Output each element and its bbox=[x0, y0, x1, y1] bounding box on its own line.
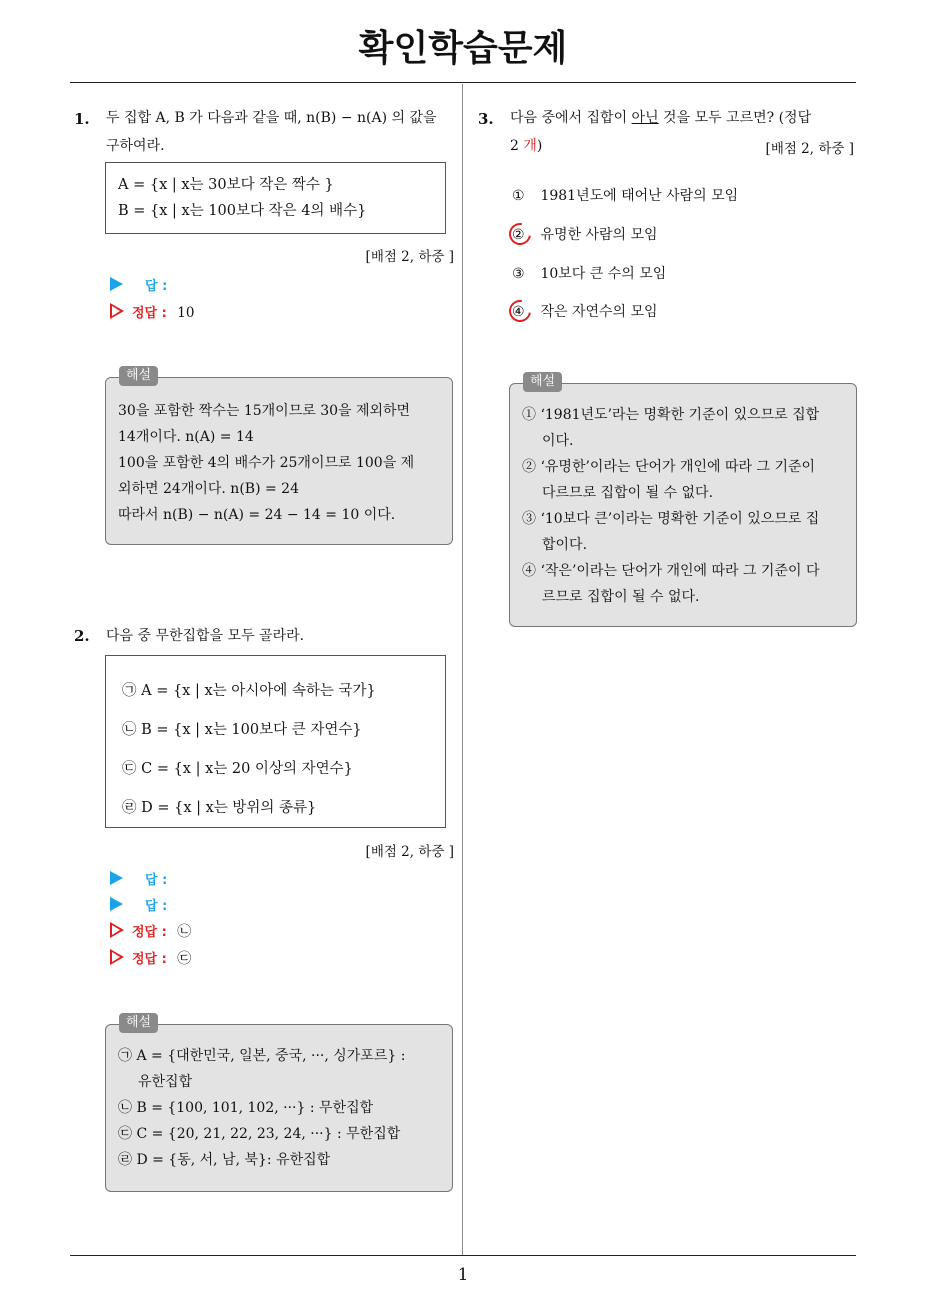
selected-circle-icon bbox=[505, 219, 536, 250]
explanation-line: 14개이다. n(A) = 14 bbox=[118, 429, 254, 445]
explanation-tag: 해설 bbox=[119, 1013, 158, 1033]
explanation-line: 르므로 집합이 될 수 없다. bbox=[542, 589, 700, 605]
explanation-line: 유한집합 bbox=[138, 1074, 193, 1090]
correct-label: 정답 : bbox=[132, 925, 167, 940]
question-number: 1. bbox=[74, 110, 90, 128]
set-list-box bbox=[105, 655, 446, 828]
option-mark: ② bbox=[512, 227, 525, 243]
option-text: 유명한 사람의 모임 bbox=[540, 227, 658, 243]
explanation-line: 30을 포함한 짝수는 15개이므로 30을 제외하면 bbox=[118, 403, 411, 419]
explanation-line: 합이다. bbox=[542, 537, 588, 553]
option-4[interactable] bbox=[512, 302, 658, 322]
page-number: 1 bbox=[457, 1265, 469, 1285]
question-text: 다음 중 무한집합을 모두 골라라. bbox=[106, 628, 305, 644]
explanation-line: ③ ‘10보다 큰’이라는 명확한 기준이 있으므로 집 bbox=[522, 511, 820, 527]
question-text-part: ) bbox=[536, 138, 543, 154]
explanation-box bbox=[105, 377, 453, 545]
explanation-line: ④ ‘작은’이라는 단어가 개인에 따라 그 기준이 다 bbox=[522, 563, 820, 579]
footer-divider bbox=[70, 1255, 856, 1256]
explanation-line: 이다. bbox=[542, 433, 574, 449]
explanation-line: 100을 포함한 4의 배수가 25개이므로 100을 제 bbox=[118, 455, 415, 471]
explanation-text bbox=[118, 398, 448, 528]
explanation-line: 다르므로 집합이 될 수 없다. bbox=[542, 485, 714, 501]
answer-row bbox=[110, 869, 167, 888]
explanation-tag: 해설 bbox=[523, 372, 562, 392]
explanation-line: ② ‘유명한’이라는 단어가 개인에 따라 그 기준이 bbox=[522, 459, 816, 475]
option-3[interactable] bbox=[512, 264, 666, 284]
explanation-line: ① ‘1981년도’라는 명확한 기준이 있으므로 집합 bbox=[522, 407, 820, 423]
option-2[interactable] bbox=[512, 225, 658, 245]
correct-arrow-icon bbox=[110, 949, 124, 965]
option-text: 1981년도에 태어난 사람의 모임 bbox=[540, 188, 739, 204]
correct-value: ㉡ bbox=[177, 924, 192, 940]
correct-answer-row bbox=[110, 921, 191, 941]
explanation-line: ㉠ A = {대한민국, 일본, 중국, ···, 싱가포르} : bbox=[118, 1048, 406, 1064]
explanation-line: ㉣ D = {동, 서, 남, 북}: 유한집합 bbox=[118, 1152, 331, 1168]
option-text: 10보다 큰 수의 모임 bbox=[540, 266, 667, 282]
question-text bbox=[106, 104, 458, 160]
explanation-line: 따라서 n(B) − n(A) = 24 − 14 = 10 이다. bbox=[118, 507, 396, 523]
set-item: ㉠ A = {x | x는 아시아에 속하는 국가} bbox=[122, 683, 376, 699]
explanation-text bbox=[522, 402, 852, 610]
set-item: ㉡ B = {x | x는 100보다 큰 자연수} bbox=[122, 722, 362, 738]
correct-arrow-icon bbox=[110, 922, 124, 938]
set-item: ㉣ D = {x | x는 방위의 종류} bbox=[122, 800, 317, 816]
question-number: 2. bbox=[74, 627, 90, 645]
set-b-definition: B = {x | x는 100보다 작은 4의 배수} bbox=[118, 203, 367, 219]
correct-value: 10 bbox=[177, 305, 195, 321]
option-text: 작은 자연수의 모임 bbox=[540, 304, 658, 320]
correct-answer-row bbox=[110, 302, 194, 321]
explanation-line: ㉡ B = {100, 101, 102, ···} : 무한집합 bbox=[118, 1100, 374, 1116]
question-number: 3. bbox=[478, 110, 494, 128]
explanation-line: ㉢ C = {20, 21, 22, 23, 24, ···} : 무한집합 bbox=[118, 1126, 401, 1142]
explanation-box bbox=[105, 1024, 453, 1192]
answer-arrow-icon bbox=[110, 871, 123, 885]
answer-count-unit: 개 bbox=[518, 138, 537, 154]
answer-label: 답 : bbox=[145, 279, 168, 294]
correct-arrow-icon bbox=[110, 303, 124, 319]
question-text-part: 것을 모두 고르면? (정답 bbox=[658, 110, 812, 126]
question-text-line: 구하여라. bbox=[106, 138, 165, 154]
option-mark: ③ bbox=[512, 266, 525, 282]
option-mark: ④ bbox=[512, 304, 525, 320]
score-info: [배점 2, 하중 ] bbox=[765, 141, 854, 157]
correct-answer-row bbox=[110, 948, 191, 968]
correct-label: 정답 : bbox=[132, 306, 167, 321]
set-a-definition: A = {x | x는 30보다 작은 짝수 } bbox=[118, 177, 334, 193]
option-1[interactable] bbox=[512, 186, 738, 206]
question-text-part: 다음 중에서 집합이 bbox=[510, 110, 632, 126]
score-info: [배점 2, 하중 ] bbox=[365, 249, 454, 265]
answer-row bbox=[110, 275, 167, 294]
option-mark: ① bbox=[512, 188, 525, 204]
correct-value: ㉢ bbox=[177, 951, 192, 967]
answer-arrow-icon bbox=[110, 277, 123, 291]
question-text-emphasis: 아닌 bbox=[631, 110, 659, 126]
column-divider bbox=[462, 84, 463, 1255]
header-divider bbox=[70, 82, 856, 83]
explanation-tag: 해설 bbox=[119, 366, 158, 386]
selected-circle-icon bbox=[505, 296, 536, 327]
answer-arrow-icon bbox=[110, 897, 123, 911]
explanation-text bbox=[118, 1043, 448, 1173]
answer-label: 답 : bbox=[145, 899, 168, 914]
answer-row bbox=[110, 895, 167, 914]
set-definition-box bbox=[105, 162, 446, 234]
explanation-line: 외하면 24개이다. n(B) = 24 bbox=[118, 481, 299, 497]
answer-label: 답 : bbox=[145, 873, 168, 888]
set-item: ㉢ C = {x | x는 20 이상의 자연수} bbox=[122, 761, 353, 777]
page-title: 확인학습문제 bbox=[358, 28, 568, 69]
question-text-line: 두 집합 A, B 가 다음과 같을 때, n(B) − n(A) 의 값을 bbox=[106, 110, 437, 126]
answer-count-number: 2 bbox=[510, 138, 519, 154]
explanation-box bbox=[509, 383, 857, 627]
correct-label: 정답 : bbox=[132, 952, 167, 967]
score-info: [배점 2, 하중 ] bbox=[365, 844, 454, 860]
